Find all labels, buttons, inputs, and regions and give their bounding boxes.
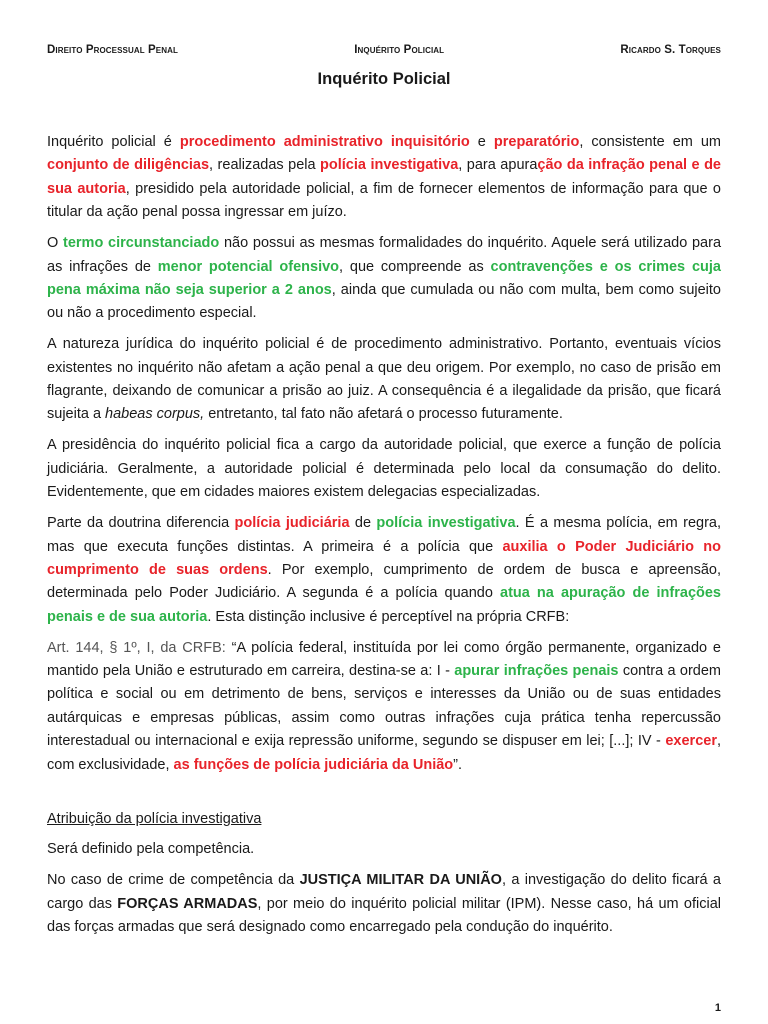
section-spacer bbox=[47, 785, 721, 808]
page-title: Inquérito Policial bbox=[317, 70, 451, 88]
constitution-quote: Art. 144, § 1º, I, da CRFB: “A polícia federal, instituída por lei como órgão permanente, organizado e mantido pela União e estruturado em carreira, destina-se a: I - apurar infrações penais contra a ordem política e social ou em detrimento de bens, serviços e interesses da União ou de suas entidades autárquicas e empresas públicas, assim como outras infrações cuja prática tenha repercussão interestadual ou internacional e exija repressão uniforme, segundo se dispuser em lei; [...]; IV - exercer, com exclusividade, as funções de polícia judiciária da União”. bbox=[47, 639, 721, 773]
paragraph-justica-militar: No caso de crime de competência da JUSTIÇA MILITAR DA UNIÃO, a investigação do delito ficará a cargo das FORÇAS ARMADAS, por meio do inquérito policial militar (IPM). Nesse caso, há um oficial das forças armadas que será designado como encarregado pela condução do inquérito. bbox=[47, 872, 722, 936]
paragraph-presidencia: A presidência do inquérito policial fica a cargo da autoridade policial, que exerce a função de polícia judiciária. Geralmente, a autoridade policial é determinada pelo local da consumação do delito. Evidentemente, que em cidades maiores existem delegacias especializadas. bbox=[47, 437, 721, 501]
paragraph-termo-circunstanciado: O termo circunstanciado não possui as mesmas formalidades do inquérito. Aquele será utilizado para as infrações de menor potencial ofensivo, que compreende as contravenções e os crimes cuja pena máxima não seja superior a 2 anos, ainda que cumulada ou não com multa, bem como sujeito ou não a procedimento especial. bbox=[47, 235, 722, 322]
paragraph-definition: Inquérito policial é procedimento administrativo inquisitório e preparatório, consistente em um conjunto de diligências, realizadas pela polícia investigativa, para apuração da infração penal e de sua autoria, presidido pela autoridade policial, a fim de fornecer elementos de informação para que o titular da ação penal possa ingressar em juízo. bbox=[47, 134, 722, 221]
header-author: Ricardo S. Torques bbox=[620, 44, 721, 56]
page-number: 1 bbox=[714, 1002, 721, 1014]
paragraph-policias: Parte da doutrina diferencia polícia judiciária de polícia investigativa. É a mesma polícia, em regra, mas que executa funções distintas. A primeira é a polícia que auxilia o Poder Judiciário no cumprimento de suas ordens. Por exemplo, cumprimento de ordem de busca e apreensão, determinada pelo Poder Judiciário. A segunda é a polícia quando atua na apuração de infrações penais e de sua autoria. Esta distinção inclusive é perceptível na própria CRFB: bbox=[47, 515, 722, 625]
running-header bbox=[47, 44, 721, 60]
section-heading: Atribuição da polícia investigativa bbox=[47, 810, 262, 827]
paragraph-natureza-juridica: A natureza jurídica do inquérito policial é de procedimento administrativo. Portanto, eventuais vícios existentes no inquérito não afetam a ação penal a que deu origem. Por exemplo, no caso de prisão em flagrante, deixando de comunicar a prisão ao juiz. A consequência é a ilegalidade da prisão, que ficará sujeita a habeas corpus, entretanto, tal fato não afetará o processo futuramente. bbox=[47, 336, 721, 423]
header-topic: Inquérito Policial bbox=[354, 44, 445, 56]
header-subject: Direito Processual Penal bbox=[47, 44, 178, 56]
document-body bbox=[47, 131, 721, 947]
paragraph-competencia: Será definido pela competência. bbox=[47, 841, 255, 858]
